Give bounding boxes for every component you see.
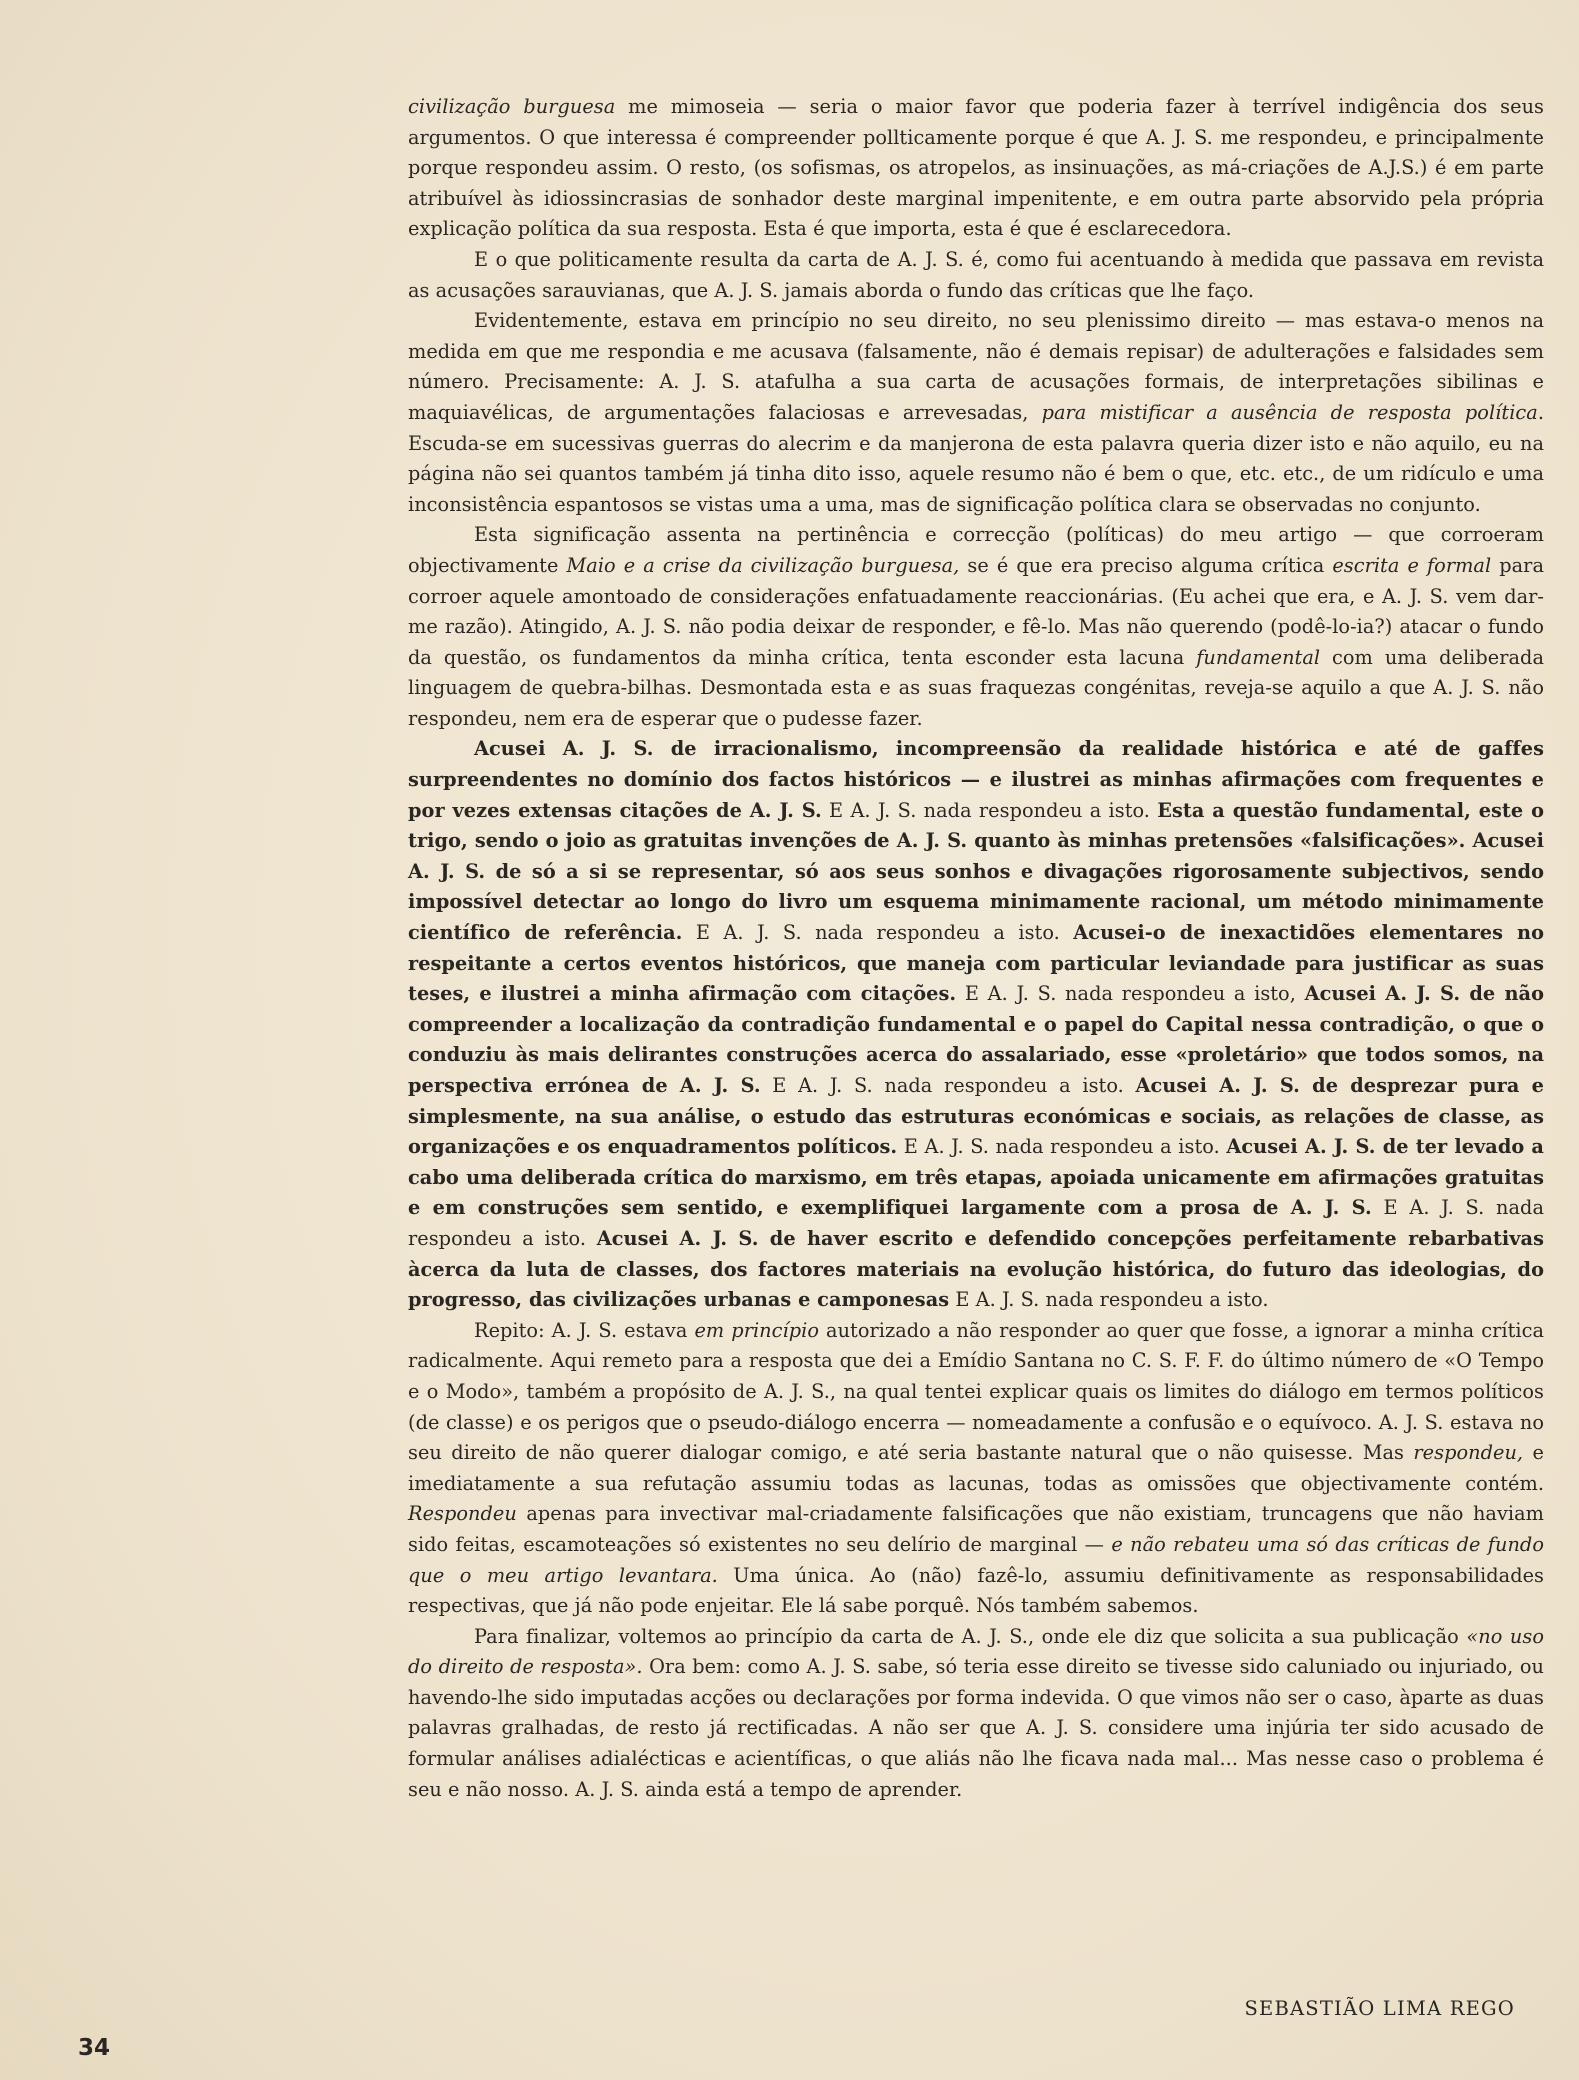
italic-phrase: para mistificar a ausência de resposta política (1041, 400, 1538, 424)
italic-phrase: «no uso do direito de resposta». (408, 1624, 1544, 1679)
bold-text: Acusei A. J. S. de não compreender a localização da contradição fundamental e o papel do Capital nessa contradição, o que o conduziu às mais delirantes construções acerca do assalariado, esse «proletário» que todos somos, na perspectiva errónea de A. J. S. (408, 982, 1544, 1097)
paragraph-text: E A. J. S. nada respondeu a isto. (949, 1288, 1269, 1312)
paragraph-5 (408, 734, 1544, 1315)
paragraph-text: apenas para invectivar mal-criadamente falsificações que não existiam, truncagens que não haviam sido feitas, escamoteações só existentes no seu delírio de marginal — (408, 1502, 1544, 1556)
paragraph-text: para corroer aquele amontoado de considerações enfatuadamente reaccionárias. (Eu achei que era, e A. J. S. vem dar-me razão). Atingido, A. J. S. não podia deixar de responder, e fê-lo. Mas não querendo (podê-lo-ia?) atacar o fundo da questão, os fundamentos da minha crítica, tenta esconder esta lacuna (408, 553, 1544, 669)
paragraph-2: E o que politicamente resulta da carta de A. J. S. é, como fui acentuando à medida que passava em revista as acusações sarauvianas, que A. J. S. jamais aborda o fundo das críticas que lhe faço. (408, 247, 1544, 302)
paragraph-1 (408, 92, 1544, 245)
italic-phrase: em princípio (694, 1318, 819, 1342)
paragraph-text: autorizado a não responder ao quer que fosse, a ignorar a minha crítica radicalmente. Aqui remeto para a resposta que dei a Emídio Santana no C. S. F. F. do último número de «O Tempo e o Modo», também a propósito de A. J. S., na qual tentei explicar quais os limites do diálogo em termos políticos (de classe) e os perigos que o pseudo-diálogo encerra — nomeadamente a confusão e o equívoco. A. J. S. estava no seu direito de não querer dialogar comigo, e até seria bastante natural que o não quisesse. Mas (408, 1318, 1544, 1465)
paragraph-6 (408, 1316, 1544, 1622)
paragraph-text: com uma deliberada linguagem de quebra-bilhas. Desmontada esta e as suas fraquezas congénitas, reveja-se aquilo a que A. J. S. não respondeu, nem era de esperar que o pudesse fazer. (408, 645, 1544, 730)
paragraph-text: E A. J. S. nada respondeu a isto. (408, 1196, 1544, 1250)
paragraph-text: Para finalizar, voltemos ao princípio da carta de A. J. S., onde ele diz que solicita a sua publicação (474, 1624, 1467, 1648)
paragraph-7 (408, 1622, 1544, 1806)
italic-phrase: respondeu, (1413, 1441, 1524, 1465)
paragraph-text: E A. J. S. nada respondeu a isto. (760, 1074, 1136, 1097)
bold-text: Acusei-o de inexactidões elementares no respeitante a certos eventos históricos, que maneja com particular leviandade para justificar as suas teses, e ilustrei a minha afirmação com citações. (408, 921, 1544, 1006)
paragraph-text: me mimoseia — seria o maior favor que poderia fazer à terrível indigência dos seus argumentos. O que interessa é compreender pollticamente porque é que A. J. S. me respondeu, e principalmente porque respondeu assim. O resto, (os sofismas, os atropelos, as insinuações, as má-criações de A.J.S.) é em parte atribuível às idiossincrasias de sonhador deste marginal impenitente, e em outra parte absorvido pela própria explicação política da sua resposta. Esta é que importa, esta é que é esclarecedora. (408, 95, 1544, 241)
paragraph-text: Esta significação assenta na pertinência e correcção (políticas) do meu artigo — que corroeram objectivamente (408, 523, 1544, 577)
paragraph-text: E A. J. S. nada respondeu a isto. (897, 1135, 1227, 1159)
italic-phrase: e não rebateu uma só das críticas de fundo que o meu artigo levantara. (408, 1532, 1544, 1587)
paragraph-text: . Escuda-se em sucessivas guerras do alecrim e da manjerona de esta palavra queria dizer isto e não aquilo, eu na página não sei quantos também já tinha dito isso, aquele resumo não é bem o que, etc. etc., de um ridículo e uma inconsistência espantosos se vistas uma a uma, mas de significação política clara se observadas no conjunto. (408, 400, 1544, 516)
bold-text: Acusei A. J. S. de desprezar pura e simplesmente, na sua análise, o estudo das estruturas económicas e sociais, as relações de classe, as organizações e os enquadramentos políticos. (408, 1074, 1544, 1159)
italic-phrase: fundamental (1196, 645, 1321, 669)
paragraph-3 (408, 306, 1544, 520)
paragraph-text: E A. J. S. nada respondeu a isto. (682, 921, 1074, 945)
bold-text: Acusei A. J. S. de ter levado a cabo uma deliberada crítica do marxismo, em três etapas, apoiada unicamente em afirmações gratuitas e em construções sem sentido, e exemplifiquei largamente com a prosa de A. J. S. (408, 1135, 1544, 1220)
bold-text: Acusei A. J. S. de haver escrito e defendido concepções perfeitamente rebarbativas àcerca da luta de classes, dos factores materiais na evolução histórica, do futuro das ideologias, do progresso, das civilizações urbanas e camponesas (408, 1226, 1544, 1312)
page-number: 34 (78, 2035, 111, 2061)
italic-phrase: Respondeu (408, 1502, 517, 1526)
paragraph-text: Uma única. Ao (não) fazê-lo, assumiu definitivamente as responsabilidades respectivas, que já não pode enjeitar. Ele lá sabe porquê. Nós também sabemos. (408, 1563, 1544, 1618)
italic-phrase: civilização burguesa (408, 95, 616, 118)
italic-phrase: Maio e a crise da civilização burguesa, (566, 553, 960, 577)
paragraph-text: Ora bem: como A. J. S. sabe, só teria esse direito se tivesse sido caluniado ou injuriado, ou havendo-lhe sido imputadas acções ou declarações por forma indevida. O que vimos não ser o caso, àparte as duas palavras gralhadas, de resto já rectificadas. A não ser que A. J. S. considere uma injúria ter sido acusado de formular análises adialécticas e acientíficas, o que aliás não lhe ficava nada mal... Mas nesse caso o problema é seu e não nosso. A. J. S. ainda está a tempo de aprender. (408, 1655, 1544, 1801)
italic-phrase: escrita e formal (1332, 553, 1492, 577)
paragraph-4 (408, 520, 1544, 734)
paragraph-text: e imediatamente a sua refutação assumiu todas as lacunas, todas as omissões que objectivamente contém. (408, 1441, 1544, 1495)
paragraph-text: Repito: A. J. S. estava (474, 1318, 695, 1342)
paragraph-text: Evidentemente, estava em princípio no seu direito, no seu plenissimo direito — mas estava-o menos na medida em que me respondia e me acusava (falsamente, não é demais repisar) de adulterações e falsidades sem número. Precisamente: A. J. S. atafulha a sua carta de acusações formais, de interpretações sibilinas e maquiavélicas, de argumentações falaciosas e arrevesadas, (408, 309, 1544, 424)
article-body (408, 92, 1544, 1805)
author-signature: SEBASTIÃO LIMA REGO (1244, 1997, 1515, 2020)
bold-text: Acusei A. J. S. de irracionalismo, incompreensão da realidade histórica e até de gaffes surpreendentes no domínio dos factos históricos — e ilustrei as minhas afirmações com frequentes e por vezes extensas citações de A. J. S. (408, 737, 1544, 822)
paragraph-text: se é que era preciso alguma crítica (959, 553, 1333, 577)
paragraph-text: E A. J. S. nada respondeu a isto. (821, 798, 1158, 822)
paragraph-text: E A. J. S. nada respondeu a isto, (956, 982, 1305, 1006)
bold-text: Esta a questão fundamental, este o trigo, sendo o joio as gratuitas invenções de A. J. S. quanto às minhas pretensões «falsificações». Acusei A. J. S. de só a si se representar, só aos seus sonhos e divagações rigorosamente subjectivos, sendo impossível detectar ao longo do livro um esquema minimamente racional, um método minimamente científico de referência. (408, 798, 1544, 945)
